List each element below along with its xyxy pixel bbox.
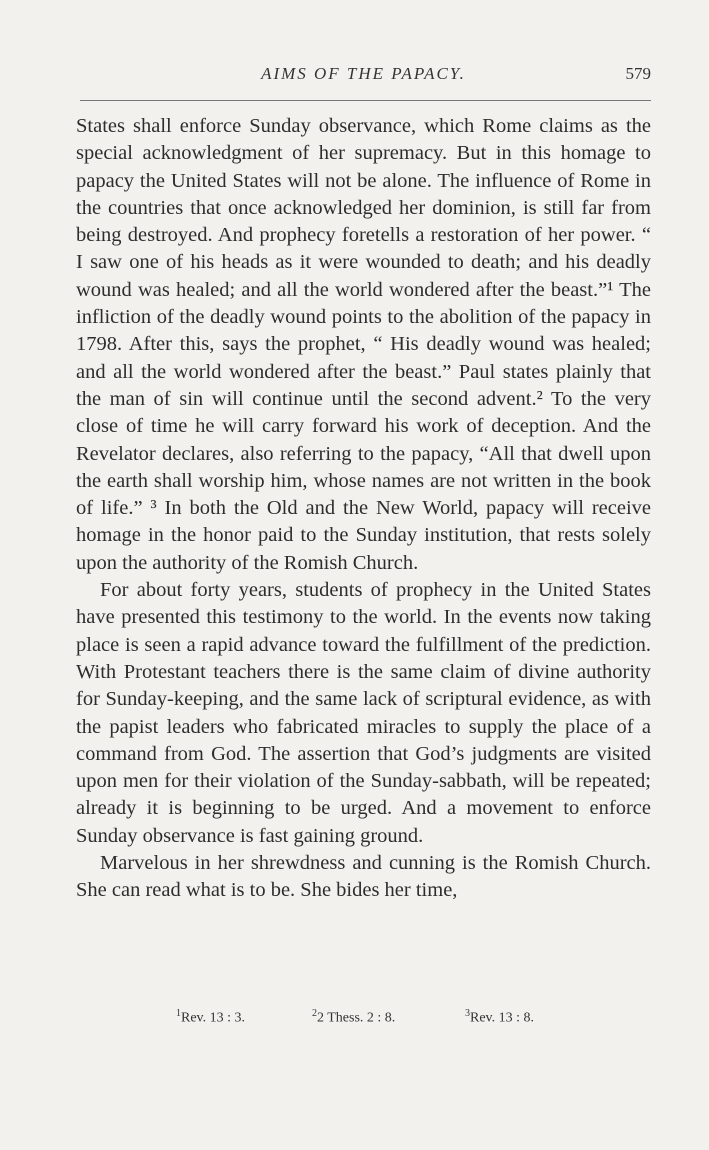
body-text bbox=[76, 113, 651, 905]
running-title: AIMS OF THE PAPACY. bbox=[261, 64, 466, 83]
page-number: 579 bbox=[625, 64, 651, 83]
footnote-mark: 1 bbox=[176, 1008, 181, 1019]
footnote-2 bbox=[312, 1008, 395, 1027]
footnote-text: 2 Thess. 2 : 8. bbox=[317, 1010, 396, 1026]
footnotes bbox=[76, 1008, 651, 1030]
page-header bbox=[76, 60, 651, 90]
footnote-text: Rev. 13 : 8. bbox=[470, 1010, 535, 1026]
paragraph-1: States shall enforce Sunday observance, which Rome claims as the special acknowledgment of her supremacy. But in this homage to papacy the United States will not be alone. The influence of Rome in the countries that once acknowledged her dominion, is still far from being destroyed. And prophecy foretells a restoration of her power. “ I saw one of his heads as it were wounded to death; and his deadly wound was healed; and all the world wondered after the beast.”¹ The infliction of the deadly wound points to the abolition of the papacy in 1798. After this, says the prophet, “ His deadly wound was healed; and all the world wondered after the beast.” Paul states plainly that the man of sin will continue until the second advent.² To the very close of time he will carry forward his work of deception. And the Revelator declares, also referring to the papacy, “All that dwell upon the earth shall worship him, whose names are not written in the book of life.” ³ In both the Old and the New World, papacy will receive homage in the honor paid to the Sunday institution, that rests solely upon the authority of the Romish Church. bbox=[76, 115, 651, 574]
footnote-1 bbox=[176, 1008, 245, 1027]
paragraph-3: Marvelous in her shrewdness and cunning is the Romish Church. She can read what is to be. She bides her time, bbox=[76, 852, 651, 902]
paragraph-2: For about forty years, students of prophecy in the United States have presented this testimony to the world. In the events now taking place is seen a rapid advance toward the fulfillment of the prediction. With Protestant teachers there is the same claim of divine authority for Sunday-keeping, and the same lack of scriptural evidence, as with the papist leaders who fabricated miracles to supply the place of a command from God. The assertion that God’s judgments are visited upon men for their violation of the Sunday-sabbath, will be repeated; already it is beginning to be urged. And a movement to enforce Sunday observance is fast gaining ground. bbox=[76, 579, 651, 847]
header-rule bbox=[80, 100, 651, 101]
footnote-mark: 3 bbox=[465, 1008, 470, 1019]
footnote-text: Rev. 13 : 3. bbox=[181, 1010, 246, 1026]
footnote-mark: 2 bbox=[312, 1008, 317, 1019]
footnote-3 bbox=[465, 1008, 534, 1027]
